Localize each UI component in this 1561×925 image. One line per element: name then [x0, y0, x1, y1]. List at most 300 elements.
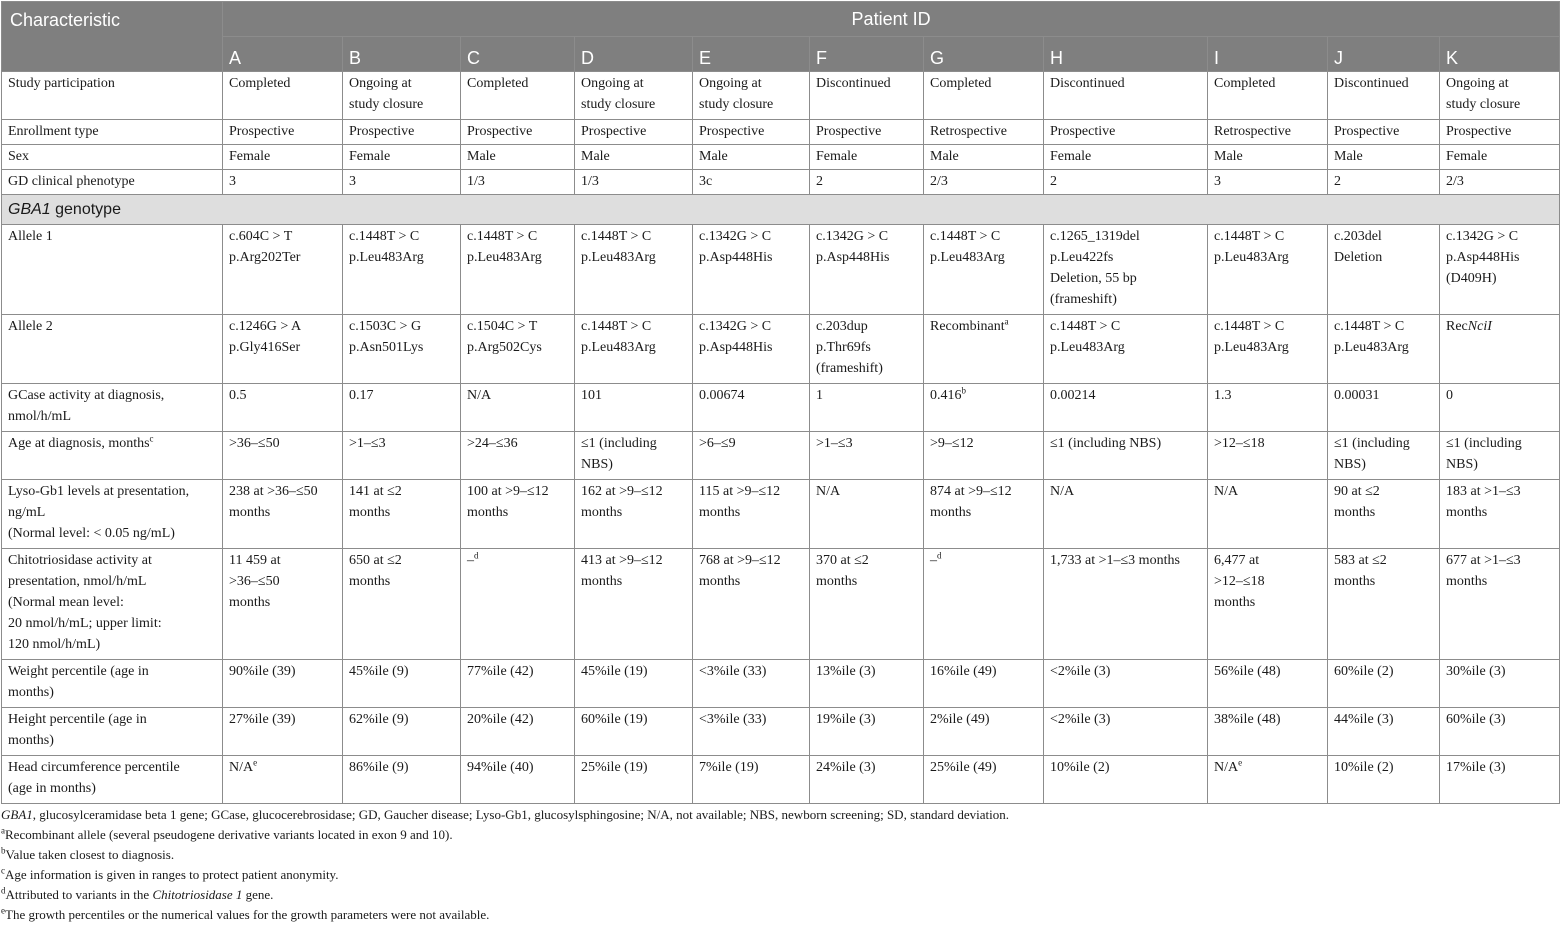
cell-k — [1440, 145, 1560, 170]
cell-f — [810, 432, 924, 480]
cell-line: p.Leu483Arg — [1214, 340, 1289, 355]
cell-j — [1328, 660, 1440, 708]
cell-text: Sex — [8, 149, 29, 164]
cell-line: Completed — [1214, 76, 1276, 91]
cell-text: <3%ile (33) — [699, 712, 767, 727]
cell-a — [223, 384, 343, 432]
cell-text: 0.416 — [930, 388, 962, 403]
superscript-mark: e — [1238, 757, 1243, 768]
cell-line: c.604C > T — [229, 229, 293, 244]
cell-line: months — [1334, 574, 1376, 589]
cell-k — [1440, 708, 1560, 756]
cell-d — [575, 432, 693, 480]
cell-text: Prospective — [581, 124, 647, 139]
cell-line: 162 at >9–≤12 — [581, 484, 663, 499]
cell-f — [810, 756, 924, 804]
cell-f — [810, 480, 924, 549]
cell-line: (D409H) — [1446, 271, 1497, 286]
cell-i — [1208, 170, 1328, 195]
cell-line: ≤1 (including — [1334, 436, 1410, 451]
cell-line: c.1448T > C — [1214, 319, 1285, 334]
cell-line: c.1246G > A — [229, 319, 302, 334]
cell-i — [1208, 480, 1328, 549]
cell-e — [693, 120, 810, 145]
cell-text: 44%ile (3) — [1334, 712, 1394, 727]
cell-h — [1044, 72, 1208, 120]
cell-c — [461, 480, 575, 549]
cell-line: (frameshift) — [1050, 292, 1117, 307]
cell-text: N/A — [229, 760, 254, 775]
cell-b — [343, 708, 461, 756]
cell-d — [575, 660, 693, 708]
cell-d — [575, 145, 693, 170]
cell-text: 45%ile (9) — [349, 664, 409, 679]
table-row-weight — [2, 660, 1560, 708]
footnote-e: $^e$The growth percentiles or the numerical values for the growth parameters were not available. — [1, 905, 490, 922]
cell-text: Male — [1214, 149, 1243, 164]
cell-text: Prospective — [349, 124, 415, 139]
cell-text: N/A — [1214, 760, 1239, 775]
table-row-enrollment-type — [2, 120, 1560, 145]
footnote-d: $^d$Attributed to variants in the Chitotriosidase 1 gene. — [1, 885, 274, 902]
cell-line: ≤1 (including — [581, 436, 657, 451]
cell-k — [1440, 170, 1560, 195]
patient-header-f: F — [810, 37, 924, 72]
cell-line: 20 nmol/h/mL; upper limit: — [8, 616, 162, 631]
patient-header-g: G — [924, 37, 1044, 72]
patient-header-h: H — [1044, 37, 1208, 72]
cell-line: p.Gly416Ser — [229, 340, 301, 355]
cell-g — [924, 549, 1044, 660]
cell-d — [575, 549, 693, 660]
cell-line: study closure — [349, 97, 424, 112]
cell-line: 677 at >1–≤3 — [1446, 553, 1521, 568]
table-body — [2, 72, 1560, 804]
cell-line: Discontinued — [1050, 76, 1125, 91]
cell-line: N/A — [816, 484, 841, 499]
cell-c — [461, 660, 575, 708]
cell-text: 1/3 — [581, 174, 599, 189]
row-label — [2, 549, 223, 660]
cell-line: c.1342G > C — [1446, 229, 1519, 244]
cell-line: p.Leu483Arg — [581, 250, 656, 265]
cell-a — [223, 315, 343, 384]
cell-h — [1044, 225, 1208, 315]
cell-line: 115 at >9–≤12 — [699, 484, 781, 499]
cell-j — [1328, 170, 1440, 195]
cell-text: Female — [1050, 149, 1092, 164]
cell-line: N/A — [1050, 484, 1075, 499]
table-row-gd-phenotype — [2, 170, 1560, 195]
cell-c — [461, 384, 575, 432]
cell-line: p.Leu483Arg — [467, 250, 542, 265]
cell-f — [810, 225, 924, 315]
cell-line: 238 at >36–≤50 — [229, 484, 318, 499]
cell-line: p.Leu483Arg — [1214, 250, 1289, 265]
cell-text: Prospective — [467, 124, 533, 139]
cell-k — [1440, 315, 1560, 384]
cell-c — [461, 756, 575, 804]
patient-header-c: C — [461, 37, 575, 72]
cell-text: 1/3 — [467, 174, 485, 189]
cell-line: 183 at >1–≤3 — [1446, 484, 1521, 499]
cell-line: 6,477 at — [1214, 553, 1260, 568]
cell-line: months — [816, 574, 858, 589]
cell-h — [1044, 549, 1208, 660]
cell-line: 768 at >9–≤12 — [699, 553, 781, 568]
patient-header-b: B — [343, 37, 461, 72]
cell-line: Weight percentile (age in — [8, 664, 149, 679]
cell-line: >1–≤3 — [816, 436, 853, 451]
cell-text: 3 — [229, 174, 236, 189]
cell-line: Recombinant$^a$ — [930, 316, 1009, 334]
cell-line: Head circumference percentile — [8, 760, 180, 775]
cell-j — [1328, 432, 1440, 480]
cell-line: c.1448T > C — [930, 229, 1001, 244]
cell-e — [693, 660, 810, 708]
cell-text: 38%ile (48) — [1214, 712, 1281, 727]
table-row-gcase — [2, 384, 1560, 432]
cell-e — [693, 432, 810, 480]
cell-a — [223, 756, 343, 804]
cell-text: 2 — [1050, 174, 1057, 189]
cell-g — [924, 120, 1044, 145]
cell-line: months — [1214, 595, 1256, 610]
cell-e — [693, 549, 810, 660]
cell-line: months — [1446, 505, 1488, 520]
cell-d — [575, 170, 693, 195]
cell-h — [1044, 120, 1208, 145]
cell-h — [1044, 145, 1208, 170]
cell-line: ng/mL — [8, 505, 46, 520]
cell-i — [1208, 225, 1328, 315]
cell-line: c.1448T > C — [1214, 229, 1285, 244]
cell-k — [1440, 384, 1560, 432]
cell-text: 24%ile (3) — [816, 760, 876, 775]
cell-k — [1440, 72, 1560, 120]
cell-text: Female — [229, 149, 271, 164]
cell-text: 0.00214 — [1050, 388, 1096, 403]
cell-line: Height percentile (age in — [8, 712, 147, 727]
table-row-age-dx — [2, 432, 1560, 480]
cell-g — [924, 480, 1044, 549]
cell-line: 120 nmol/h/mL) — [8, 637, 101, 652]
cell-line: >24–≤36 — [467, 436, 518, 451]
cell-d — [575, 120, 693, 145]
row-label — [2, 708, 223, 756]
table-row-head — [2, 756, 1560, 804]
genotype-section-title: GBA1 genotype — [2, 195, 1560, 225]
cell-h — [1044, 315, 1208, 384]
cell-i — [1208, 72, 1328, 120]
cell-line: months — [349, 505, 391, 520]
cell-line: NBS) — [1446, 457, 1478, 472]
cell-text: 0.00674 — [699, 388, 745, 403]
cell-text: Prospective — [1334, 124, 1400, 139]
cell-f — [810, 708, 924, 756]
cell-text: Retrospective — [930, 124, 1007, 139]
cell-line: c.1448T > C — [349, 229, 420, 244]
row-label — [2, 225, 223, 315]
cell-text: Prospective — [699, 124, 765, 139]
cell-line: (frameshift) — [816, 361, 883, 376]
cell-b — [343, 384, 461, 432]
cell-j — [1328, 120, 1440, 145]
cell-line: c.1342G > C — [699, 319, 772, 334]
table-container — [1, 1, 1559, 804]
cell-line: >12–≤18 — [1214, 574, 1265, 589]
cell-i — [1208, 708, 1328, 756]
cell-i — [1208, 432, 1328, 480]
row-label — [2, 756, 223, 804]
cell-i — [1208, 120, 1328, 145]
cell-text: 1 — [816, 388, 823, 403]
table-row-height — [2, 708, 1560, 756]
cell-text: 94%ile (40) — [467, 760, 534, 775]
cell-line: Chitotriosidase activity at — [8, 553, 152, 568]
cell-text: 60%ile (2) — [1334, 664, 1394, 679]
cell-a — [223, 120, 343, 145]
cell-b — [343, 315, 461, 384]
cell-text: Retrospective — [1214, 124, 1291, 139]
footnote-b: $^b$Value taken closest to diagnosis. — [1, 845, 175, 862]
cell-line: 141 at ≤2 — [349, 484, 402, 499]
cell-line: c.1342G > C — [699, 229, 772, 244]
cell-line: p.Thr69fs — [816, 340, 871, 355]
cell-c — [461, 120, 575, 145]
cell-text: 3 — [1214, 174, 1221, 189]
cell-text: Prospective — [1050, 124, 1116, 139]
cell-text: 2/3 — [1446, 174, 1464, 189]
footnote-abbreviations: GBA1, glucosylceramidase beta 1 gene; GCase, glucocerebrosidase; GD, Gaucher disease; Lyso-Gb1, glucosylsphingosine; N/A, not available; NBS, newborn screening; SD, standard deviation. — [1, 807, 1009, 822]
footnote-c: $^c$Age information is given in ranges to protect patient anonymity. — [1, 865, 339, 882]
cell-b — [343, 432, 461, 480]
cell-c — [461, 708, 575, 756]
cell-text: Female — [1446, 149, 1488, 164]
cell-j — [1328, 145, 1440, 170]
cell-f — [810, 549, 924, 660]
table-row-allele1 — [2, 225, 1560, 315]
cell-e — [693, 72, 810, 120]
cell-text: Enrollment type — [8, 124, 99, 139]
cell-f — [810, 72, 924, 120]
patient-header-e: E — [693, 37, 810, 72]
cell-line: months — [930, 505, 972, 520]
cell-text: 0.5 — [229, 388, 247, 403]
superscript-mark: a — [1004, 316, 1009, 327]
cell-text: 10%ile (2) — [1050, 760, 1110, 775]
cell-text: <3%ile (33) — [699, 664, 767, 679]
cell-text: Male — [699, 149, 728, 164]
cell-line: –$^d$ — [467, 550, 479, 568]
cell-line: p.Leu483Arg — [930, 250, 1005, 265]
table-header — [2, 2, 1560, 72]
cell-i — [1208, 384, 1328, 432]
cell-text: 0.17 — [349, 388, 374, 403]
cell-k — [1440, 432, 1560, 480]
cell-line: c.203del — [1334, 229, 1382, 244]
cell-line: Deletion, 55 bp — [1050, 271, 1137, 286]
cell-line: –$^d$ — [930, 550, 942, 568]
cell-text: 25%ile (19) — [581, 760, 648, 775]
cell-line: 100 at >9–≤12 — [467, 484, 549, 499]
table-row-sex — [2, 145, 1560, 170]
cell-text: 7%ile (19) — [699, 760, 759, 775]
cell-line: p.Leu483Arg — [581, 340, 656, 355]
cell-d — [575, 708, 693, 756]
cell-text: 19%ile (3) — [816, 712, 876, 727]
cell-line: >1–≤3 — [349, 436, 386, 451]
cell-i — [1208, 756, 1328, 804]
cell-e — [693, 170, 810, 195]
cell-line: 413 at >9–≤12 — [581, 553, 663, 568]
cell-line: study closure — [1446, 97, 1521, 112]
cell-line: c.1448T > C — [1334, 319, 1405, 334]
row-label — [2, 170, 223, 195]
superscript-mark: b — [961, 385, 966, 396]
cell-line: Ongoing at — [349, 76, 412, 91]
cell-line: presentation, nmol/h/mL — [8, 574, 147, 589]
cell-text: Allele 1 — [8, 229, 53, 244]
cell-f — [810, 660, 924, 708]
cell-f — [810, 170, 924, 195]
table-row-lyso — [2, 480, 1560, 549]
cell-line: 370 at ≤2 — [816, 553, 869, 568]
cell-line: c.203dup — [816, 319, 868, 334]
cell-line: RecNciI — [1446, 319, 1492, 334]
cell-text: 20%ile (42) — [467, 712, 534, 727]
cell-k — [1440, 225, 1560, 315]
cell-a — [223, 72, 343, 120]
cell-text: Age at diagnosis, months — [8, 436, 150, 451]
cell-h — [1044, 384, 1208, 432]
cell-line: ≤1 (including NBS) — [1050, 436, 1162, 451]
cell-text: 1.3 — [1214, 388, 1232, 403]
cell-line: c.1265_1319del — [1050, 229, 1140, 244]
cell-line: c.1448T > C — [1050, 319, 1121, 334]
cell-line: months — [349, 574, 391, 589]
cell-g — [924, 660, 1044, 708]
cell-a — [223, 708, 343, 756]
cell-line: months — [1446, 574, 1488, 589]
cell-text: Male — [1334, 149, 1363, 164]
cell-k — [1440, 660, 1560, 708]
cell-i — [1208, 549, 1328, 660]
cell-text: 62%ile (9) — [349, 712, 409, 727]
cell-line: >9–≤12 — [930, 436, 974, 451]
cell-b — [343, 225, 461, 315]
cell-g — [924, 145, 1044, 170]
cell-line: 90 at ≤2 — [1334, 484, 1380, 499]
cell-text: 3 — [349, 174, 356, 189]
row-label — [2, 480, 223, 549]
cell-a — [223, 170, 343, 195]
patient-characteristics-table — [1, 1, 1560, 804]
cell-line: (age in months) — [8, 781, 96, 796]
cell-line: 583 at ≤2 — [1334, 553, 1387, 568]
cell-text: 2/3 — [930, 174, 948, 189]
cell-g — [924, 432, 1044, 480]
cell-line: Discontinued — [816, 76, 891, 91]
cell-a — [223, 549, 343, 660]
cell-line: c.1448T > C — [467, 229, 538, 244]
cell-line: p.Asp448His — [816, 250, 890, 265]
cell-d — [575, 384, 693, 432]
cell-text: 3c — [699, 174, 713, 189]
cell-line: Completed — [467, 76, 529, 91]
cell-text: <2%ile (3) — [1050, 712, 1111, 727]
cell-c — [461, 72, 575, 120]
cell-j — [1328, 756, 1440, 804]
cell-text: 56%ile (48) — [1214, 664, 1281, 679]
cell-line: study closure — [581, 97, 656, 112]
cell-line: p.Leu483Arg — [349, 250, 424, 265]
cell-line: N/A — [1214, 484, 1239, 499]
cell-b — [343, 72, 461, 120]
cell-line: ≤1 (including — [1446, 436, 1522, 451]
cell-d — [575, 756, 693, 804]
cell-text: 2 — [816, 174, 823, 189]
cell-i — [1208, 145, 1328, 170]
cell-h — [1044, 708, 1208, 756]
cell-line: months — [467, 505, 509, 520]
cell-line: 650 at ≤2 — [349, 553, 402, 568]
cell-line: c.1448T > C — [581, 319, 652, 334]
cell-line: months — [699, 505, 741, 520]
row-label — [2, 72, 223, 120]
cell-text: 90%ile (39) — [229, 664, 296, 679]
cell-text: 101 — [581, 388, 602, 403]
cell-g — [924, 384, 1044, 432]
cell-b — [343, 120, 461, 145]
cell-h — [1044, 756, 1208, 804]
footnote-a: $^a$Recombinant allele (several pseudogene derivative variants located in exon 9 and 10). — [1, 825, 453, 842]
cell-text: Male — [467, 149, 496, 164]
cell-k — [1440, 480, 1560, 549]
cell-j — [1328, 225, 1440, 315]
cell-line: Ongoing at — [699, 76, 762, 91]
cell-text: 77%ile (42) — [467, 664, 534, 679]
cell-line: c.1448T > C — [581, 229, 652, 244]
cell-line: study closure — [699, 97, 774, 112]
cell-c — [461, 432, 575, 480]
cell-e — [693, 384, 810, 432]
cell-text: N/A — [467, 388, 492, 403]
cell-c — [461, 170, 575, 195]
cell-line: 11 459 at — [229, 553, 281, 568]
table-row-study-participation — [2, 72, 1560, 120]
superscript-mark: d — [474, 550, 479, 561]
cell-line: Deletion — [1334, 250, 1383, 265]
cell-c — [461, 145, 575, 170]
cell-e — [693, 708, 810, 756]
cell-line: months) — [8, 733, 54, 748]
cell-e — [693, 145, 810, 170]
cell-line: Completed — [229, 76, 291, 91]
cell-text: 17%ile (3) — [1446, 760, 1506, 775]
cell-line: nmol/h/mL — [8, 409, 71, 424]
cell-text: Female — [349, 149, 391, 164]
cell-d — [575, 480, 693, 549]
patient-header-d: D — [575, 37, 693, 72]
cell-j — [1328, 315, 1440, 384]
cell-k — [1440, 756, 1560, 804]
cell-i — [1208, 315, 1328, 384]
cell-b — [343, 756, 461, 804]
cell-g — [924, 170, 1044, 195]
row-label — [2, 315, 223, 384]
patient-id-header: Patient ID — [223, 2, 1560, 37]
